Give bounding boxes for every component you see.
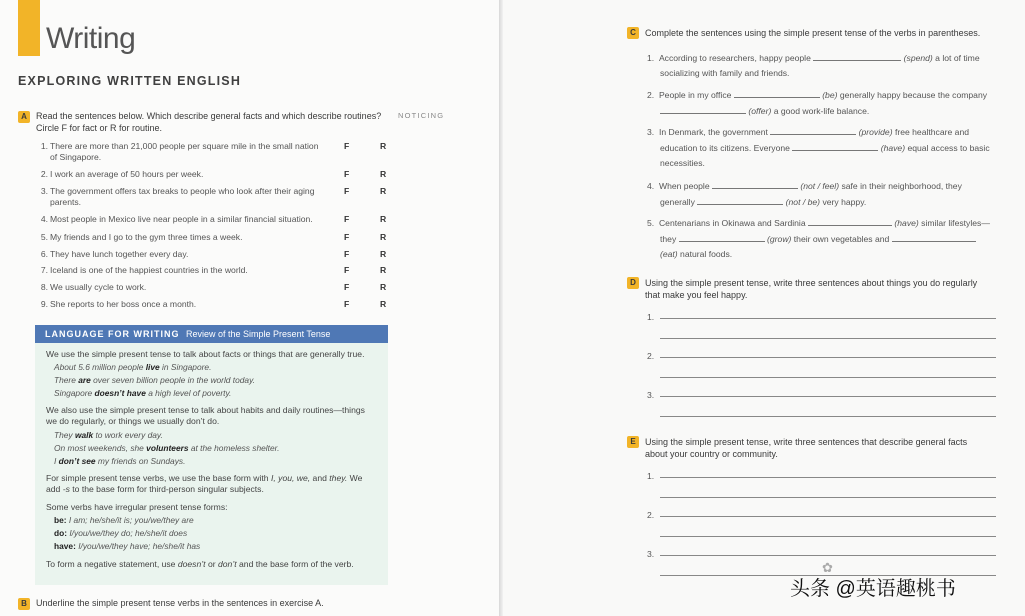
exercise-a-instruction-2: Circle F for fact or R for routine. (36, 123, 163, 133)
blank[interactable] (679, 233, 765, 242)
answer-line[interactable] (660, 396, 996, 397)
routine-option[interactable]: R (380, 249, 387, 259)
fact-option[interactable]: F (344, 214, 350, 224)
watermark-text: 头条 @英语趣桃书 (790, 578, 956, 600)
blank[interactable] (808, 217, 892, 226)
item-sentence: She reports to her boss once a month. (50, 299, 197, 309)
answer-number: 1. (647, 471, 655, 481)
rule-irregular: Some verbs have irregular present tense forms: (46, 502, 228, 512)
item-number: 2. (40, 169, 48, 179)
item-sentence: They have lunch together every day. (50, 249, 189, 259)
item-sentence: Iceland is one of the happiest countries in the world. (50, 265, 248, 275)
exercise-c-badge: C (627, 27, 639, 39)
item-number: 1. (40, 141, 48, 151)
language-box-subtitle: Review of the Simple Present Tense (186, 329, 331, 339)
fact-option[interactable]: F (344, 249, 350, 259)
routine-option[interactable]: R (380, 214, 387, 224)
c-sentence-2-line-2: (offer) a good work-life balance. (660, 105, 869, 117)
c-sentence-5-line-1: 5. Centenarians in Okinawa and Sardinia (have) similar lifestyles— (647, 218, 990, 228)
c-sentence-3-line-3: necessities. (660, 158, 705, 168)
example-3: Singapore doesn’t have a high level of poverty. (54, 388, 232, 398)
answer-line[interactable] (660, 318, 996, 319)
routine-option[interactable]: R (380, 186, 387, 196)
answer-line[interactable] (660, 357, 996, 358)
item-number: 3. (40, 186, 48, 196)
rule-negative: To form a negative statement, use doesn’t or don’t and the base form of the verb. (46, 559, 354, 569)
answer-number: 1. (647, 312, 655, 322)
blank[interactable] (697, 196, 783, 205)
irregular-have: have: I/you/we/they have; he/she/it has (54, 541, 201, 551)
routine-option[interactable]: R (380, 232, 387, 242)
routine-option[interactable]: R (380, 169, 387, 179)
item-number: 9. (40, 299, 48, 309)
routine-option[interactable]: R (380, 299, 387, 309)
answer-number: 2. (647, 510, 655, 520)
exercise-d-badge: D (627, 277, 639, 289)
fact-option[interactable]: F (344, 186, 350, 196)
fact-option[interactable]: F (344, 232, 350, 242)
routine-option[interactable]: R (380, 282, 387, 292)
example-2: There are over seven billion people in the world today. (54, 375, 255, 385)
rule-routines-1: We also use the simple present tense to talk about habits and daily routines—things (46, 405, 365, 415)
exercise-e-badge: E (627, 436, 639, 448)
c-num-4: 4. (647, 181, 655, 191)
c-sentence-3-line-2: education to its citizens. Everyone (have) equal access to basic (660, 143, 990, 153)
fact-option[interactable]: F (344, 169, 350, 179)
blank[interactable] (734, 89, 820, 98)
section-heading: EXPLORING WRITTEN ENGLISH (18, 74, 242, 88)
item-number: 6. (40, 249, 48, 259)
exercise-d-instruction-1: Using the simple present tense, write three sentences about things you do regularly (645, 278, 978, 288)
c-num-1: 1. (647, 53, 655, 63)
chapter-tab (18, 0, 40, 56)
noticing-tag: NOTICING (398, 111, 445, 120)
irregular-do: do: I/you/we/they do; he/she/it does (54, 528, 188, 538)
chapter-title: Writing (46, 22, 136, 55)
blank[interactable] (813, 52, 901, 61)
fact-option[interactable]: F (344, 282, 350, 292)
exercise-a-instruction-1: Read the sentences below. Which describe general facts and which describe routines? (36, 111, 382, 121)
answer-line[interactable] (660, 516, 996, 517)
answer-line[interactable] (660, 497, 996, 498)
exercise-b-instruction: Underline the simple present tense verbs in the sentences in exercise A. (36, 598, 324, 608)
answer-number: 3. (647, 549, 655, 559)
answer-line[interactable] (660, 477, 996, 478)
irregular-be: be: I am; he/she/it is; you/we/they are (54, 515, 194, 525)
c-sentence-1-line-2: socializing with family and friends. (660, 68, 790, 78)
c-sentence-2-line-1: 2. People in my office (be) generally happy because the company (647, 90, 988, 100)
answer-number: 3. (647, 390, 655, 400)
c-sentence-1-line-1: 1. According to researchers, happy people (spend) a lot of time (647, 53, 980, 63)
language-box-header (35, 325, 388, 343)
exercise-e-instruction-1: Using the simple present tense, write three sentences that describe general facts (645, 437, 968, 447)
exercise-d-instruction-2: that make you feel happy. (645, 290, 748, 300)
c-num-3: 3. (647, 127, 655, 137)
language-box-key: LANGUAGE FOR WRITING (45, 329, 180, 339)
blank[interactable] (892, 233, 976, 242)
c-sentence-5-line-3: (eat) natural foods. (660, 249, 733, 259)
exercise-b-badge: B (18, 598, 30, 610)
item-sentence: There are more than 21,000 people per square mile in the small nation of Singapore. (50, 141, 319, 162)
rule-general-truths: We use the simple present tense to talk about facts or things that are generally true. (46, 349, 365, 359)
item-number: 4. (40, 214, 48, 224)
blank[interactable] (712, 180, 798, 189)
answer-line[interactable] (660, 416, 996, 417)
item-sentence: My friends and I go to the gym three times a week. (50, 232, 243, 242)
item-sentence: The government offers tax breaks to people who look after their aging parents. (50, 186, 315, 207)
c-sentence-5-line-2: they (grow) their own vegetables and (660, 233, 976, 245)
blank[interactable] (792, 142, 878, 151)
fact-option[interactable]: F (344, 265, 350, 275)
answer-number: 2. (647, 351, 655, 361)
rule-base-form-2: add -s to the base form for third-person singular subjects. (46, 484, 264, 494)
language-for-writing-box (35, 325, 388, 585)
c-sentence-4-line-2: generally (not / be) very happy. (660, 197, 867, 207)
example-5: On most weekends, she volunteers at the homeless shelter. (54, 443, 280, 453)
answer-line[interactable] (660, 338, 996, 339)
c-num-2: 2. (647, 90, 655, 100)
exercise-e-instruction-2: about your country or community. (645, 449, 778, 459)
item-sentence: Most people in Mexico live near people in a similar financial situation. (50, 214, 313, 224)
example-4: They walk to work every day. (54, 430, 163, 440)
blank[interactable] (660, 105, 746, 114)
fact-option[interactable]: F (344, 299, 350, 309)
item-number: 7. (40, 265, 48, 275)
item-sentence: I work an average of 50 hours per week. (50, 169, 204, 179)
answer-line[interactable] (660, 377, 996, 378)
blank[interactable] (770, 126, 856, 135)
answer-line[interactable] (660, 555, 996, 556)
c-num-5: 5. (647, 218, 655, 228)
exercise-a-badge: A (18, 111, 30, 123)
routine-option[interactable]: R (380, 265, 387, 275)
item-sentence: We usually cycle to work. (50, 282, 147, 292)
example-1: About 5.6 million people live in Singapore. (54, 362, 212, 372)
rule-base-form-1: For simple present tense verbs, we use the base form with I, you, we, and they. We (46, 473, 363, 483)
exercise-c-instruction: Complete the sentences using the simple present tense of the verbs in parentheses. (645, 28, 981, 38)
fact-option[interactable]: F (344, 141, 350, 151)
c-sentence-4-line-1: 4. When people (not / feel) safe in their neighborhood, they (647, 181, 962, 191)
answer-line[interactable] (660, 536, 996, 537)
example-6: I don’t see my friends on Sundays. (54, 456, 186, 466)
rule-routines-2: we do regularly, or things we usually don’t do. (46, 416, 220, 426)
routine-option[interactable]: R (380, 141, 387, 151)
item-number: 8. (40, 282, 48, 292)
watermark-icon: ✿ (822, 560, 833, 575)
item-number: 5. (40, 232, 48, 242)
c-sentence-3-line-1: 3. In Denmark, the government (provide) free healthcare and (647, 127, 970, 137)
left-page (0, 0, 499, 616)
